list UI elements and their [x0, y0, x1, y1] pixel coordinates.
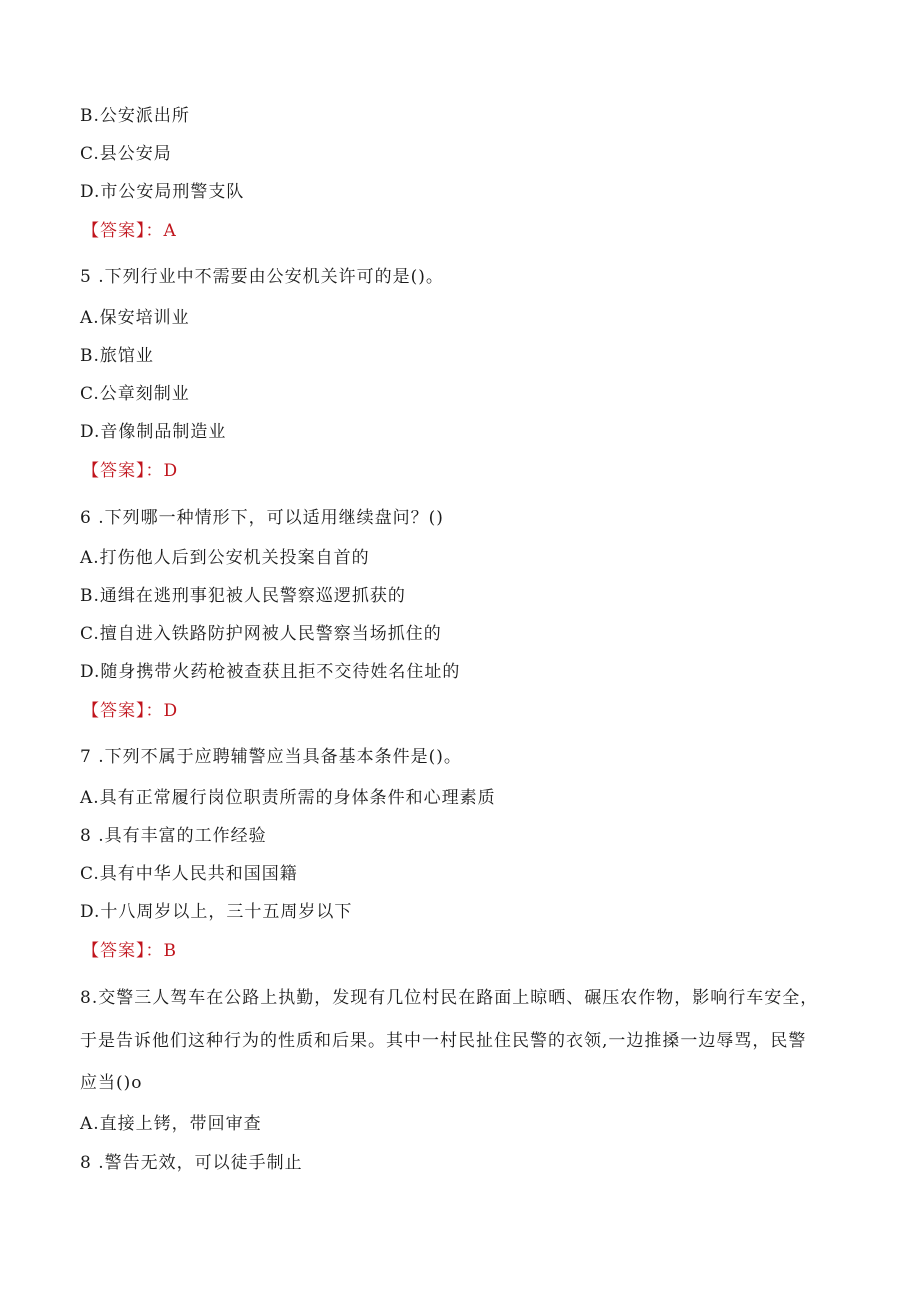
option-c-q5: C.公章刻制业: [80, 384, 190, 404]
option-a-q6: A.打伤他人后到公安机关投案自首的: [80, 548, 370, 568]
option-a-q5: A.保安培训业: [80, 308, 190, 328]
question-8-line-2: 于是告诉他们这种行为的性质和后果。其中一村民扯住民警的衣领,一边推搡一边辱骂，民警: [80, 1031, 807, 1051]
option-b-q5: B.旅馆业: [80, 346, 154, 366]
option-c-q6: C.擅自进入铁路防护网被人民警察当场抓住的: [80, 624, 442, 644]
option-d-q6: D.随身携带火药枪被查获且拒不交待姓名住址的: [80, 662, 461, 682]
option-d-q7: D.十八周岁以上，三十五周岁以下: [80, 902, 353, 922]
option-a-q7: A.具有正常履行岗位职责所需的身体条件和心理素质: [80, 788, 496, 808]
option-c-q7: C.具有中华人民共和国国籍: [80, 864, 298, 884]
question-8-line-1: 8.交警三人驾车在公路上执勤，发现有几位村民在路面上晾晒、碾压农作物，影响行车安全，: [80, 988, 819, 1008]
option-b-q7: 8 .具有丰富的工作经验: [80, 826, 267, 846]
option-b-q4: B.公安派出所: [80, 106, 190, 126]
answer-q6: 【答案】：D: [82, 701, 179, 721]
option-c-q4: C.县公安局: [80, 144, 172, 164]
option-b-q8: 8 .警告无效，可以徒手制止: [80, 1153, 303, 1173]
option-b-q6: B.通缉在逃刑事犯被人民警察巡逻抓获的: [80, 586, 406, 606]
question-8-line-3: 应当()o: [80, 1073, 143, 1093]
question-7: 7 .下列不属于应聘辅警应当具备基本条件是()。: [80, 747, 462, 767]
answer-q5: 【答案】：D: [82, 461, 179, 481]
option-d-q4: D.市公安局刑警支队: [80, 182, 245, 202]
answer-q4: 【答案】：A: [82, 221, 177, 241]
question-5: 5 .下列行业中不需要由公安机关许可的是()。: [80, 267, 444, 287]
question-6: 6 .下列哪一种情形下，可以适用继续盘问？(): [80, 508, 444, 528]
answer-q7: 【答案】：B: [82, 941, 177, 961]
option-a-q8: A.直接上铐，带回审查: [80, 1114, 262, 1134]
option-d-q5: D.音像制品制造业: [80, 422, 227, 442]
